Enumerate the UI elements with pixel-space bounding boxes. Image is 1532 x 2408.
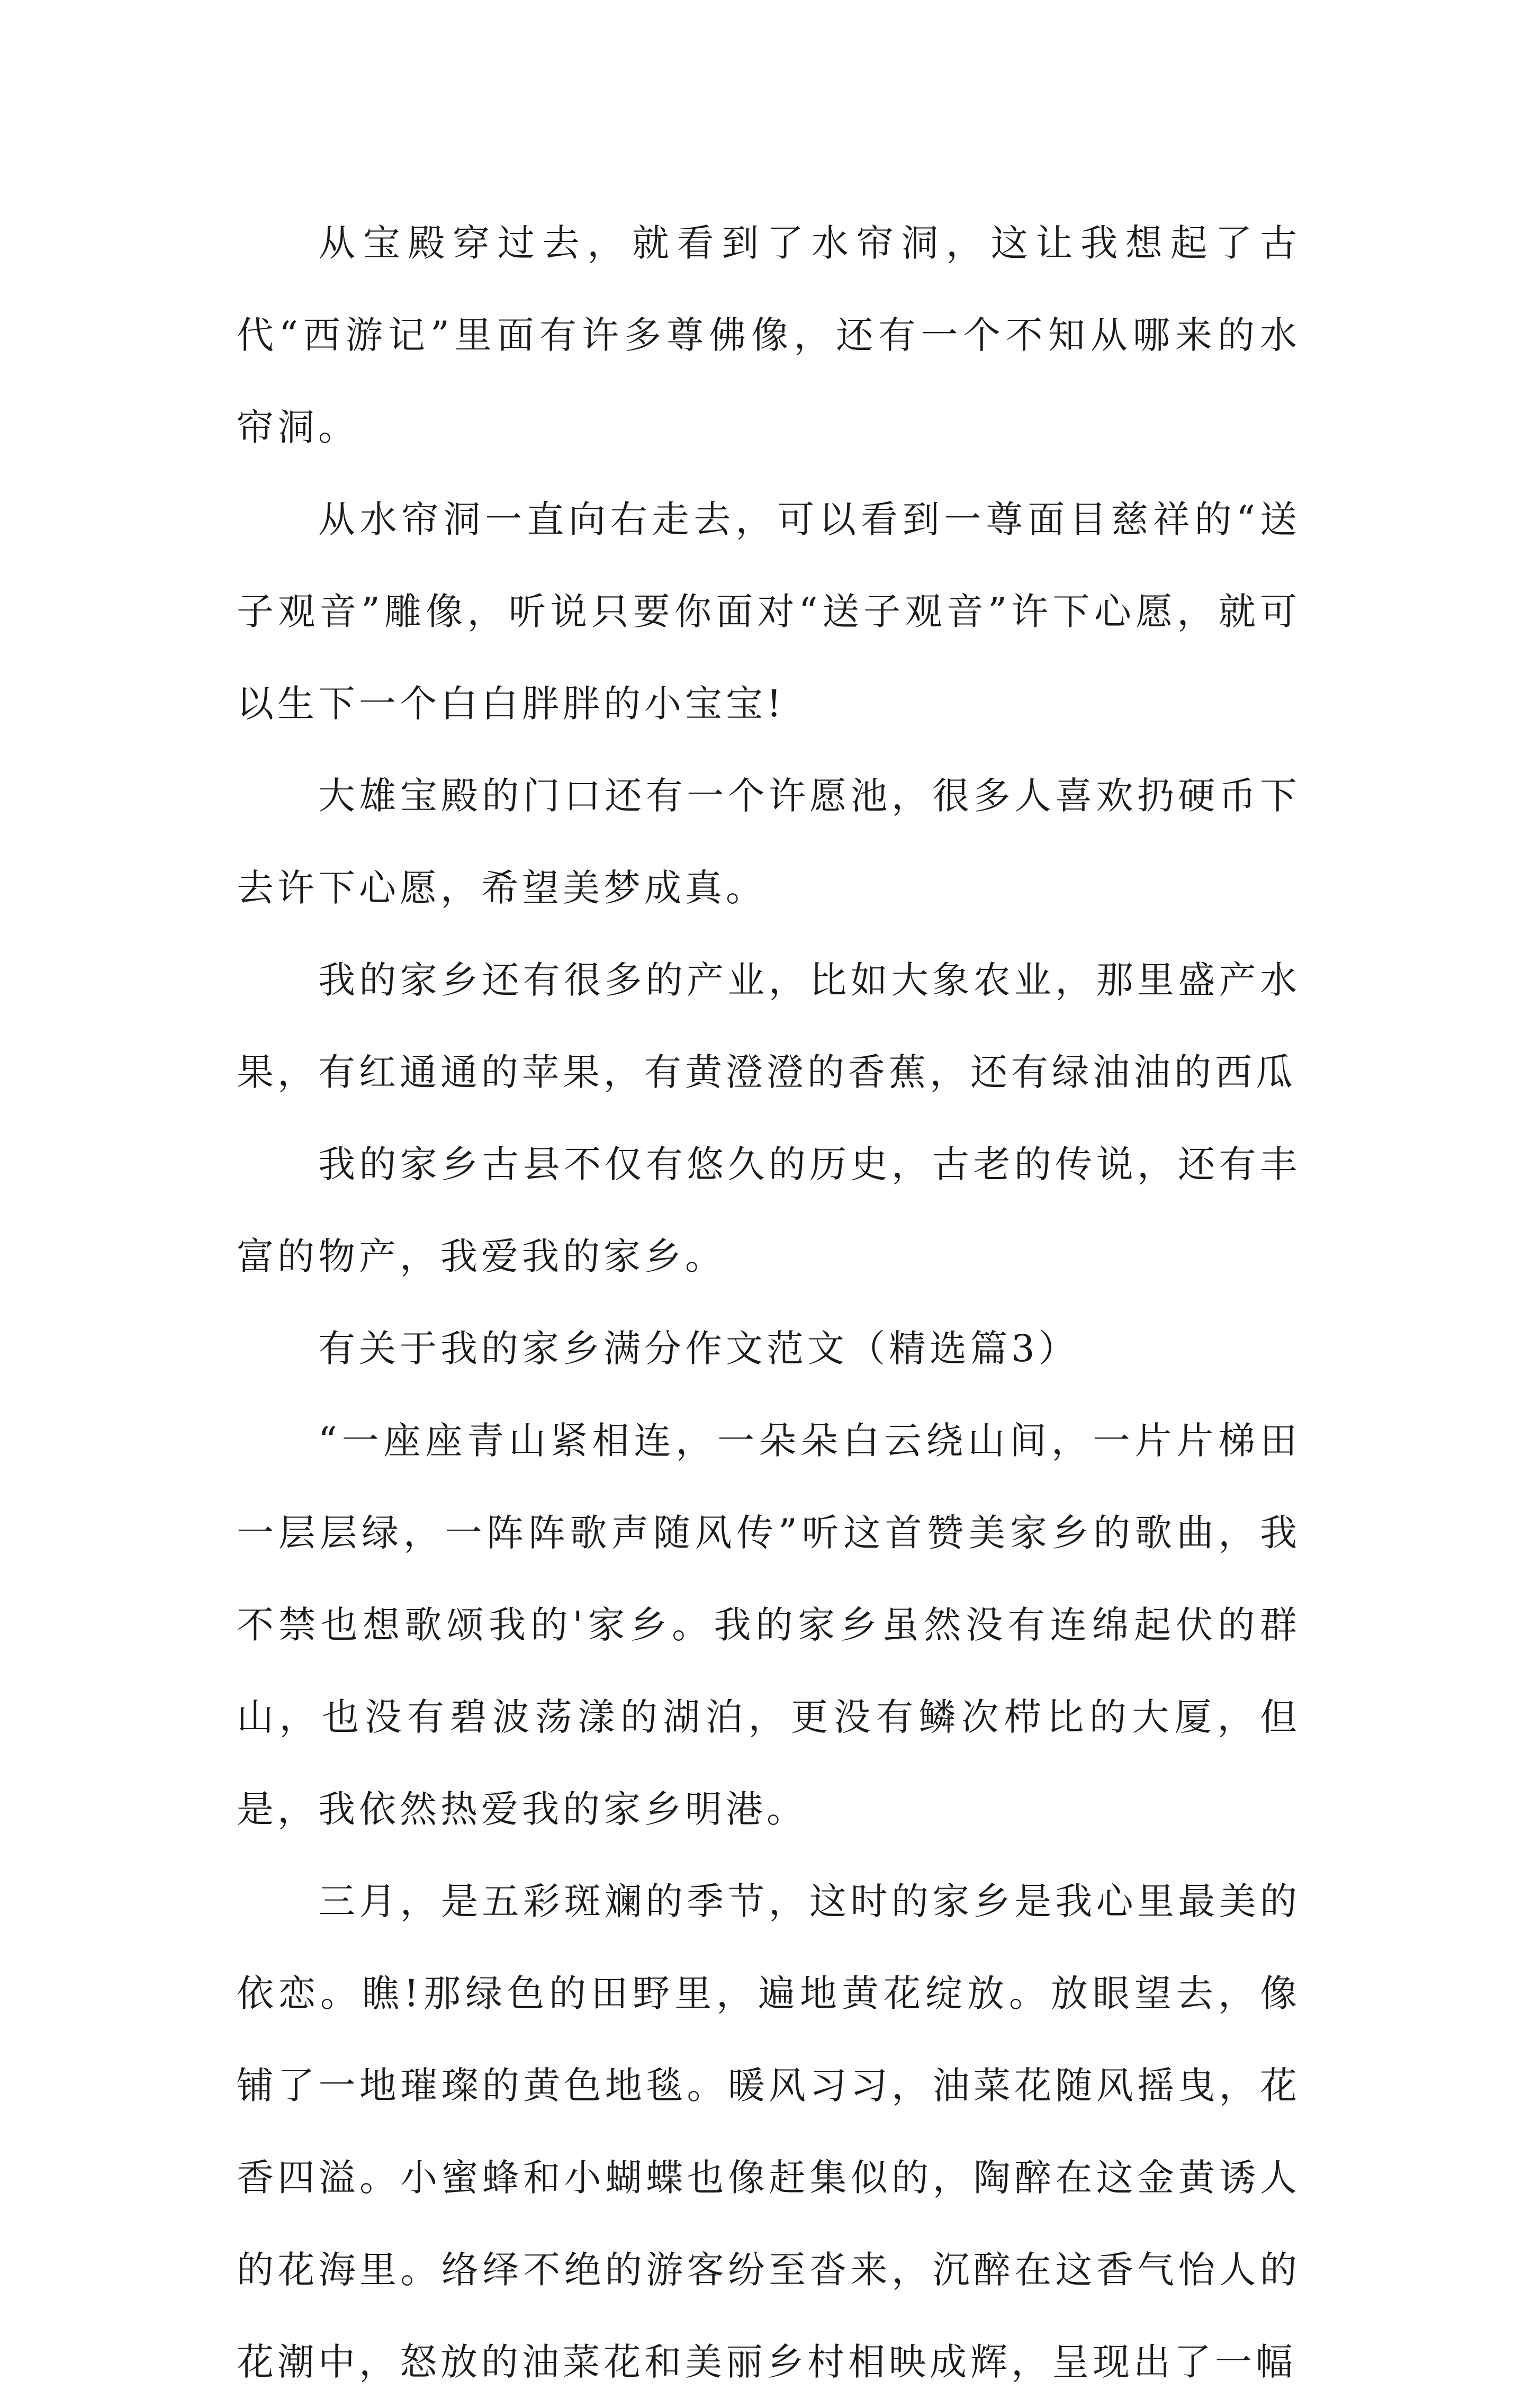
paragraph-7: 三月，是五彩斑斓的季节，这时的家乡是我心里最美的依恋。瞧!那绿色的田野里，遍地黄花绽放。放眼望去，像铺了一地璀璨的黄色地毯。暖风习习，油菜花随风摇曳，花香四溢。小蜜蜂和小蝴蝶也像赶集似的，陶醉在这金黄诱人的花海里。络绎不绝的游客纷至沓来，沉醉在这香气怡人的花潮中，怒放的油菜花和美丽乡村相映成辉，呈现出了一幅 xyxy=(237,1880,1301,2384)
paragraph-4: 我的家乡还有很多的产业，比如大象农业，那里盛产水果，有红通通的苹果，有黄澄澄的香蕉，还有绿油油的西瓜 xyxy=(237,958,1301,1094)
paragraph-6: “一座座青山紧相连，一朵朵白云绕山间，一片片梯田一层层绿，一阵阵歌声随风传”听这首赞美家乡的歌曲，我不禁也想歌颂我的'家乡。我的家乡虽然没有连绵起伏的群山，也没有碧波荡漾的湖泊，更没有鳞次栉比的大厦，但是，我依然热爱我的家乡明港。 xyxy=(237,1419,1301,1831)
section-heading: 有关于我的家乡满分作文范文（精选篇3） xyxy=(318,1327,1079,1370)
paragraph-5: 我的家乡古县不仅有悠久的历史，古老的传说，还有丰富的物产，我爱我的家乡。 xyxy=(237,1143,1301,1278)
document-body xyxy=(237,197,1301,2408)
paragraph-2: 从水帘洞一直向右走去，可以看到一尊面目慈祥的“送子观音”雕像，听说只要你面对“送子观音”许下心愿，就可以生下一个白白胖胖的小宝宝! xyxy=(237,498,1301,725)
paragraph-3: 大雄宝殿的门口还有一个许愿池，很多人喜欢扔硬币下去许下心愿，希望美梦成真。 xyxy=(237,774,1301,910)
paragraph-1: 从宝殿穿过去，就看到了水帘洞，这让我想起了古代“西游记”里面有许多尊佛像，还有一个不知从哪来的水帘洞。 xyxy=(237,221,1301,449)
